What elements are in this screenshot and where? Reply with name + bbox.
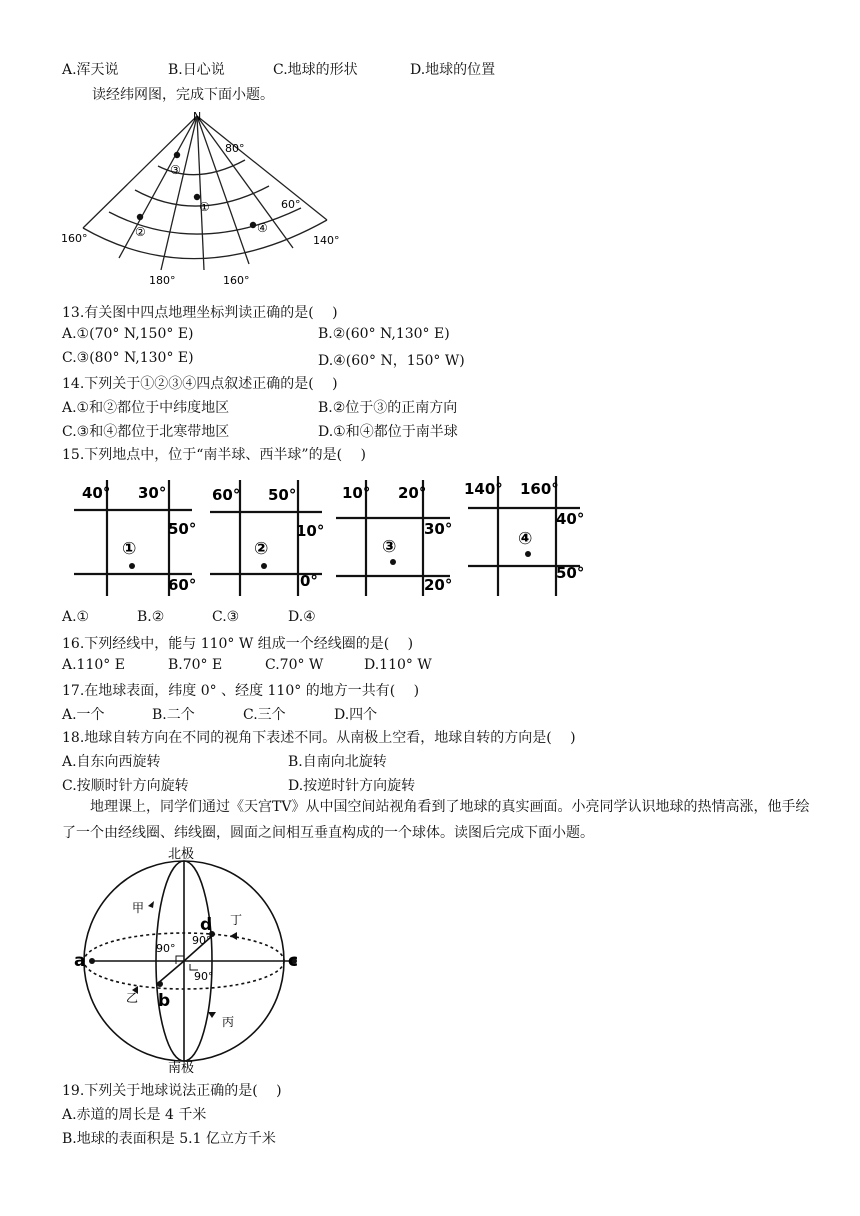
grid4-lat-top: 40° <box>556 510 585 528</box>
q15-option-c: C.③ <box>212 609 240 625</box>
grid3-lon-right: 20° <box>398 484 427 502</box>
point-4-label: ④ <box>257 221 268 235</box>
grid1-lon-left: 40° <box>82 484 111 502</box>
angle1-label: 90° <box>156 942 176 955</box>
q19-stem: 19.下列关于地球说法正确的是( ) <box>62 1083 282 1099</box>
point-2-label: ② <box>135 225 146 239</box>
grid1-lat-top: 50° <box>168 520 197 538</box>
q14-option-b: B.②位于③的正南方向 <box>318 400 458 416</box>
yi-label: 乙 <box>126 991 139 1005</box>
q17-option-a: A.一个 <box>62 707 105 723</box>
point-c-label: c <box>288 951 299 971</box>
q14-option-d: D.①和④都位于南半球 <box>318 424 458 440</box>
angle2-label: 90° <box>192 934 212 947</box>
q12-option-d: D.地球的位置 <box>410 62 496 78</box>
grid3-lon-left: 10° <box>342 484 371 502</box>
south-pole-label: 南极 <box>168 1061 195 1076</box>
grid4-mark: ④ <box>518 529 533 549</box>
q19-option-a: A.赤道的周长是 4 千米 <box>62 1107 207 1123</box>
hemisphere-grid-figure <box>70 466 584 604</box>
q17-stem: 17.在地球表面，纬度 0° 、经度 110° 的地方一共有( ) <box>62 683 420 699</box>
angle3-label: 90° <box>194 970 214 983</box>
q12-option-a: A.浑天说 <box>62 62 119 78</box>
q18-option-c: C.按顺时针方向旋转 <box>62 778 189 794</box>
north-label: N <box>193 110 202 123</box>
intro-globe: 地理课上，同学们通过《天宫TV》从中国空间站视角看到了地球的真实画面。小亮同学认识地球的热情高涨，他手绘了一个由经线圈、纬线圈，圆面之间相互垂直构成的一个球体。读图后完成下面小题。 <box>62 799 810 841</box>
lon-160-bottom-label: 160° <box>223 274 250 287</box>
grid1-lat-bottom: 60° <box>168 576 197 594</box>
q19-option-b: B.地球的表面积是 5.1 亿立方千米 <box>62 1131 276 1147</box>
grid2-lon-right: 50° <box>268 486 297 504</box>
grid2-mark: ② <box>254 539 269 559</box>
intro-graticule: 读经纬网图，完成下面小题。 <box>92 87 274 103</box>
grid3-mark: ③ <box>382 537 397 557</box>
q15-stem: 15.下列地点中，位于“南半球、西半球”的是( ) <box>62 447 366 463</box>
q13-stem: 13.有关图中四点地理坐标判读正确的是( ) <box>62 305 338 321</box>
grid2-lon-left: 60° <box>212 486 241 504</box>
q15-option-b: B.② <box>137 609 165 625</box>
q12-option-c: C.地球的形状 <box>273 62 358 78</box>
grid2-lat-top: 10° <box>296 522 325 540</box>
q18-stem: 18.地球自转方向在不同的视角下表述不同。从南极上空看，地球自转的方向是( ) <box>62 730 576 746</box>
lon-160-left-label: 160° <box>61 232 88 245</box>
point-d-label: d <box>200 915 213 935</box>
grid3-lat-bottom: 20° <box>424 576 453 594</box>
q18-option-a: A.自东向西旋转 <box>62 754 161 770</box>
grid4-lat-bottom: 50° <box>556 564 585 582</box>
q16-stem: 16.下列经线中，能与 110° W 组成一个经线圈的是( ) <box>62 636 414 652</box>
grid1-mark: ① <box>122 539 137 559</box>
q13-option-b: B.②(60° N,130° E) <box>318 326 450 342</box>
lat-60-label: 60° <box>281 198 301 211</box>
grid3-lat-top: 30° <box>424 520 453 538</box>
q17-option-c: C.三个 <box>243 707 286 723</box>
lat-80-label: 80° <box>225 142 245 155</box>
ding-label: 丁 <box>230 913 243 927</box>
q16-option-d: D.110° W <box>364 657 432 673</box>
q13-option-d: D.④(60° N，150° W) <box>318 353 465 369</box>
grid1-lon-right: 30° <box>138 484 167 502</box>
lon-140-label: 140° <box>313 234 340 247</box>
q18-option-d: D.按逆时针方向旋转 <box>288 778 416 794</box>
q16-option-c: C.70° W <box>265 657 324 673</box>
grid4-lon-right: 160° <box>520 480 559 498</box>
grid4-lon-left: 140° <box>464 480 503 498</box>
q16-option-b: B.70° E <box>168 657 223 673</box>
q14-stem: 14.下列关于①②③④四点叙述正确的是( ) <box>62 376 338 392</box>
q18-option-b: B.自南向北旋转 <box>288 754 387 770</box>
jia-label: 甲 <box>132 901 145 915</box>
q13-option-c: C.③(80° N,130° E) <box>62 350 194 366</box>
lon-180-label: 180° <box>149 274 176 287</box>
graticule-figure <box>55 108 355 287</box>
point-1-label: ① <box>199 200 210 214</box>
q14-option-c: C.③和④都位于北寒带地区 <box>62 424 230 440</box>
q15-option-a: A.① <box>62 609 90 625</box>
point-b-label: b <box>158 991 171 1011</box>
globe-figure <box>72 846 312 1076</box>
north-pole-label: 北极 <box>168 847 195 862</box>
q14-option-a: A.①和②都位于中纬度地区 <box>62 400 230 416</box>
q17-option-b: B.二个 <box>152 707 195 723</box>
grid2-lat-bottom: 0° <box>300 572 318 590</box>
point-a-label: a <box>74 951 86 971</box>
q16-option-a: A.110° E <box>62 657 125 673</box>
bing-label: 丙 <box>222 1015 235 1029</box>
q13-option-a: A.①(70° N,150° E) <box>62 326 194 342</box>
q15-option-d: D.④ <box>288 609 316 625</box>
q12-option-b: B.日心说 <box>168 62 225 78</box>
q17-option-d: D.四个 <box>334 707 378 723</box>
point-3-label: ③ <box>170 163 181 177</box>
